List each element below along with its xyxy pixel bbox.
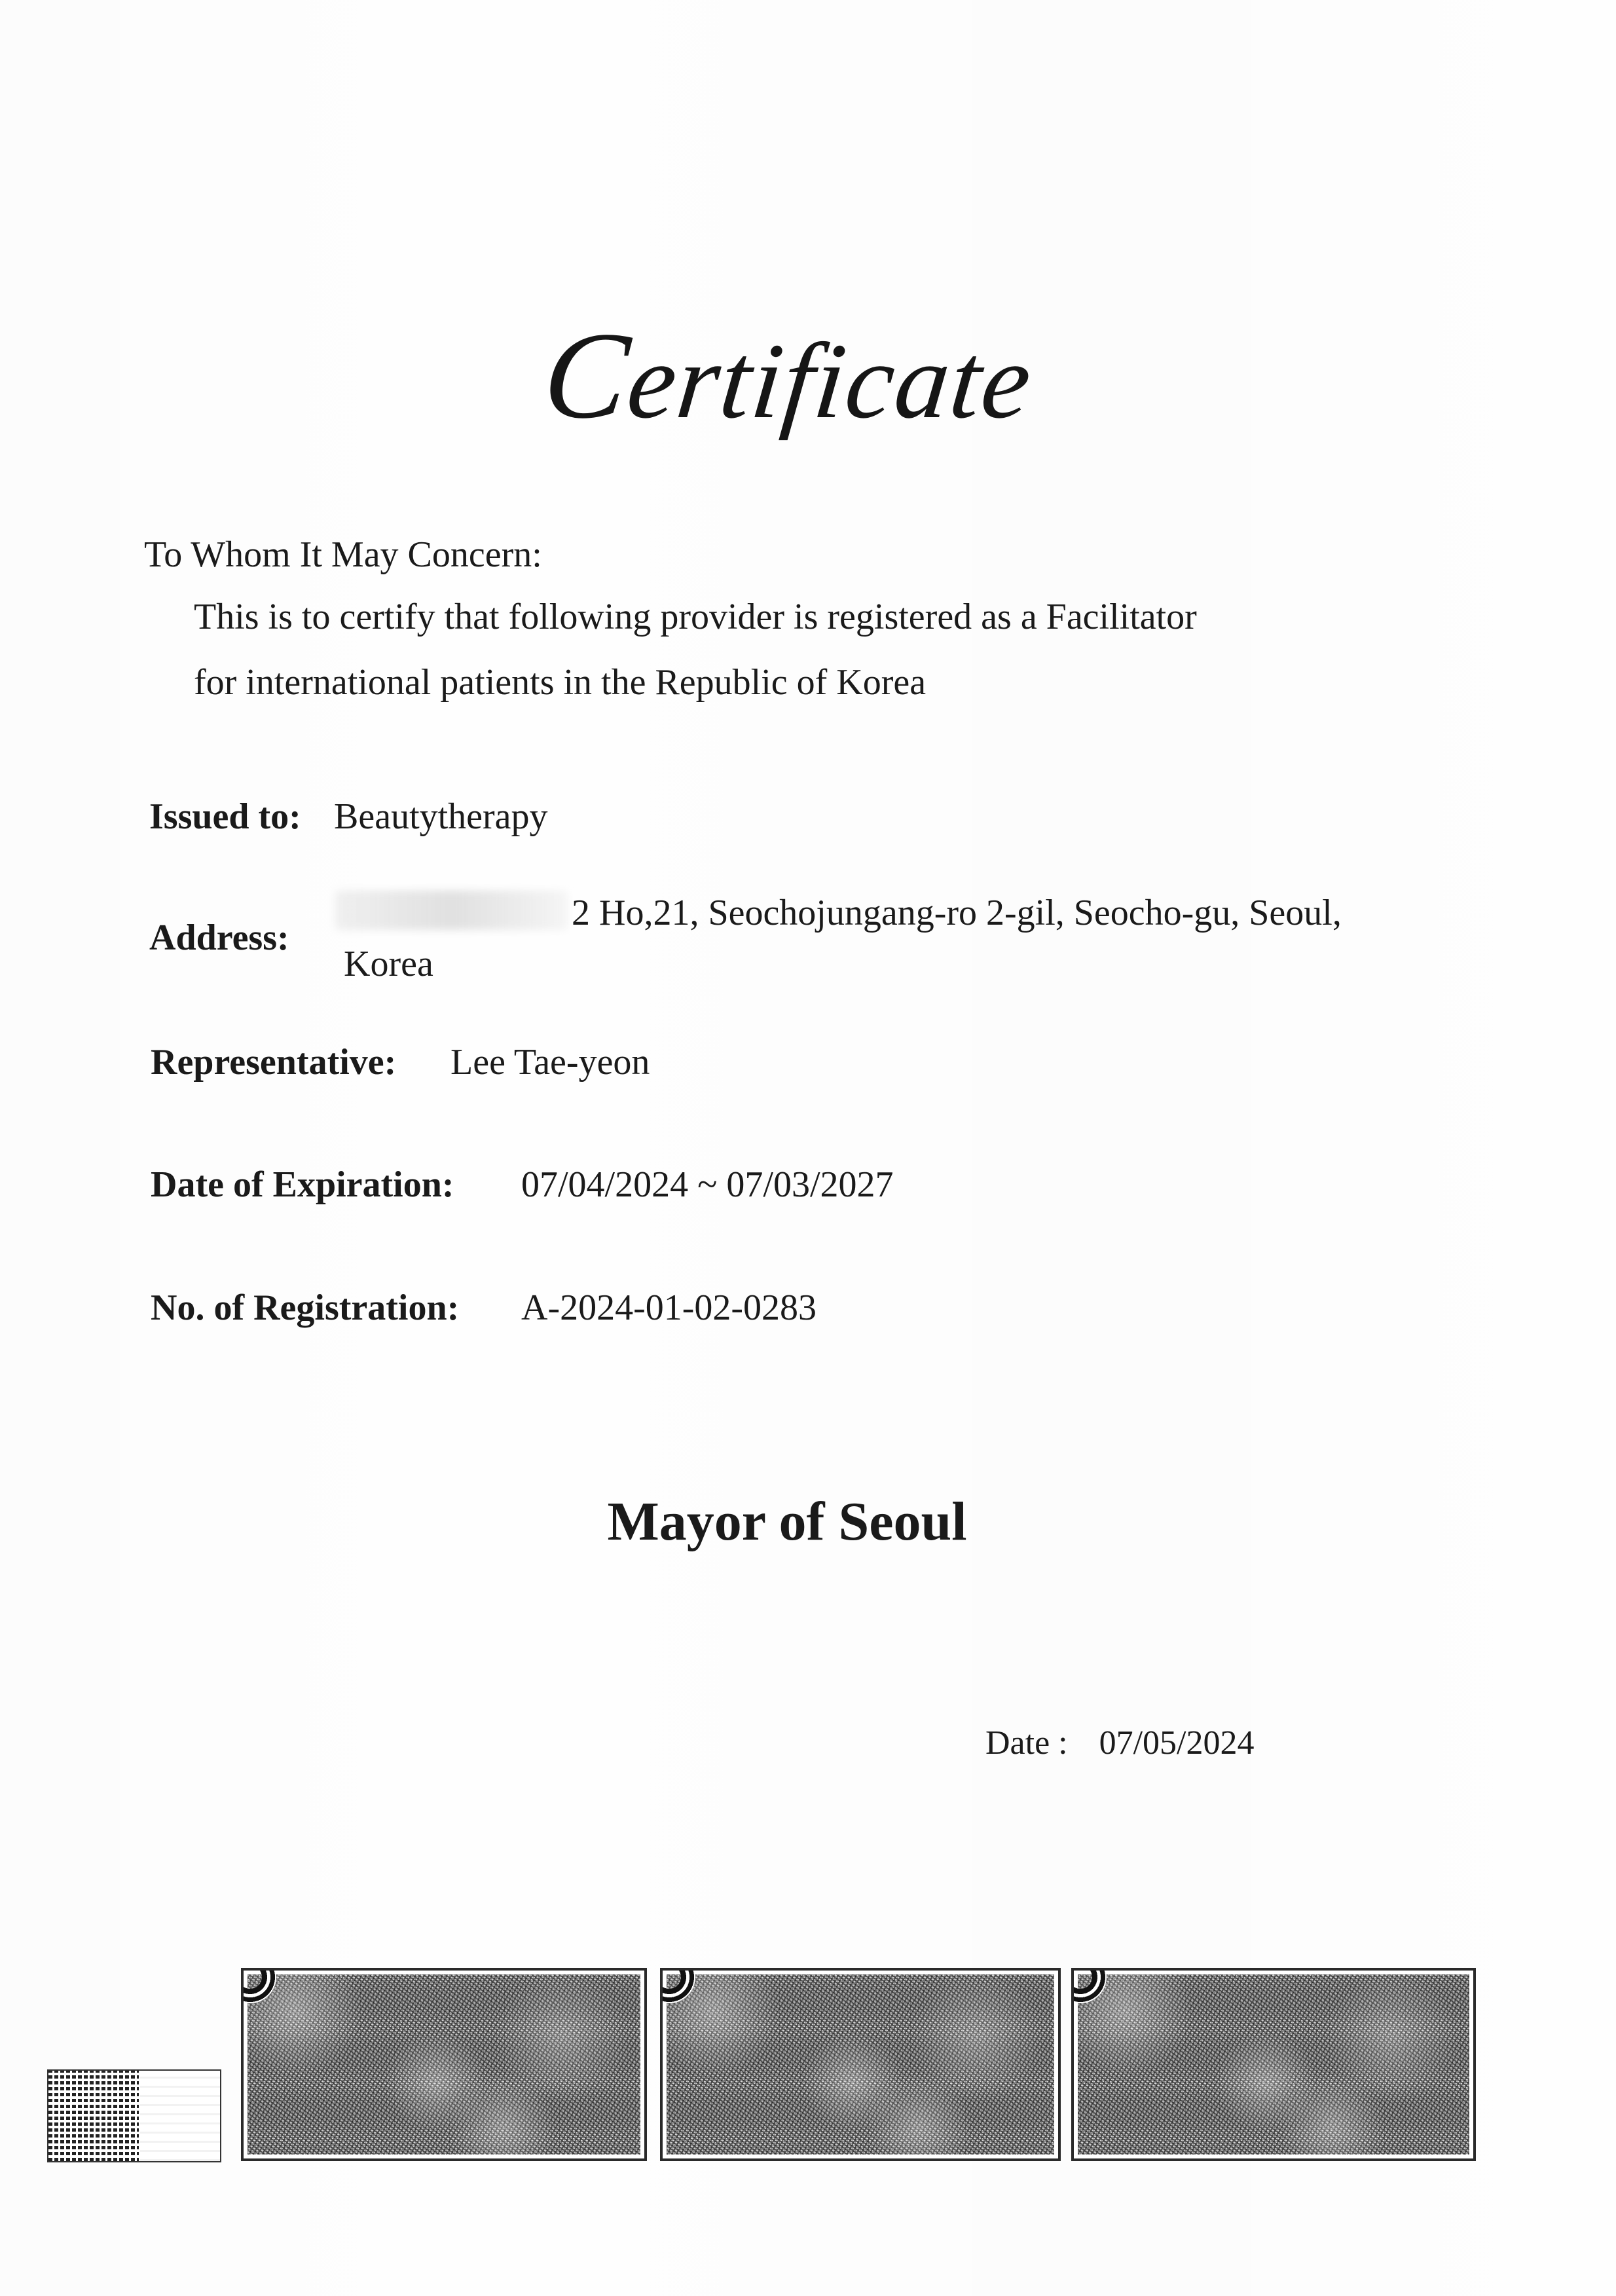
2d-data-barcode-icon	[241, 1968, 647, 2161]
address-line-1	[335, 891, 1342, 934]
salutation: To Whom It May Concern:	[144, 534, 542, 575]
title-rest: ertificate	[622, 321, 1038, 441]
issue-date-label: Date :	[985, 1724, 1068, 1762]
issuer-signature-line: Mayor of Seoul	[607, 1491, 967, 1552]
title-initial: C	[537, 307, 636, 445]
address-line-2: Korea	[344, 944, 433, 984]
certificate-title	[0, 305, 1604, 447]
2d-data-barcode-icon	[660, 1968, 1061, 2161]
expiration-value: 07/04/2024 ~ 07/03/2027	[521, 1164, 894, 1205]
address-line-1-text: 2 Ho,21, Seochojungang-ro 2-gil, Seocho-gu, Seoul,	[572, 893, 1342, 933]
representative-value: Lee Tae-yeon	[450, 1042, 650, 1083]
certification-line-2: for international patients in the Republic of Korea	[194, 662, 927, 703]
registration-label: No. of Registration:	[151, 1287, 460, 1328]
issued-to-value: Beautytherapy	[334, 796, 548, 837]
redacted-address-blur	[335, 891, 568, 930]
2d-data-barcode-icon	[1071, 1968, 1476, 2161]
grid-barcode-icon	[47, 2069, 221, 2162]
issue-date-value: 07/05/2024	[1099, 1724, 1255, 1762]
representative-label: Representative:	[151, 1042, 397, 1083]
issued-to-label: Issued to:	[149, 796, 301, 837]
address-label: Address:	[149, 917, 289, 958]
issue-date	[985, 1724, 1255, 1762]
certification-line-1: This is to certify that following provider is registered as a Facilitator	[194, 597, 1197, 637]
registration-value: A-2024-01-02-0283	[521, 1287, 817, 1328]
expiration-label: Date of Expiration:	[151, 1164, 454, 1205]
